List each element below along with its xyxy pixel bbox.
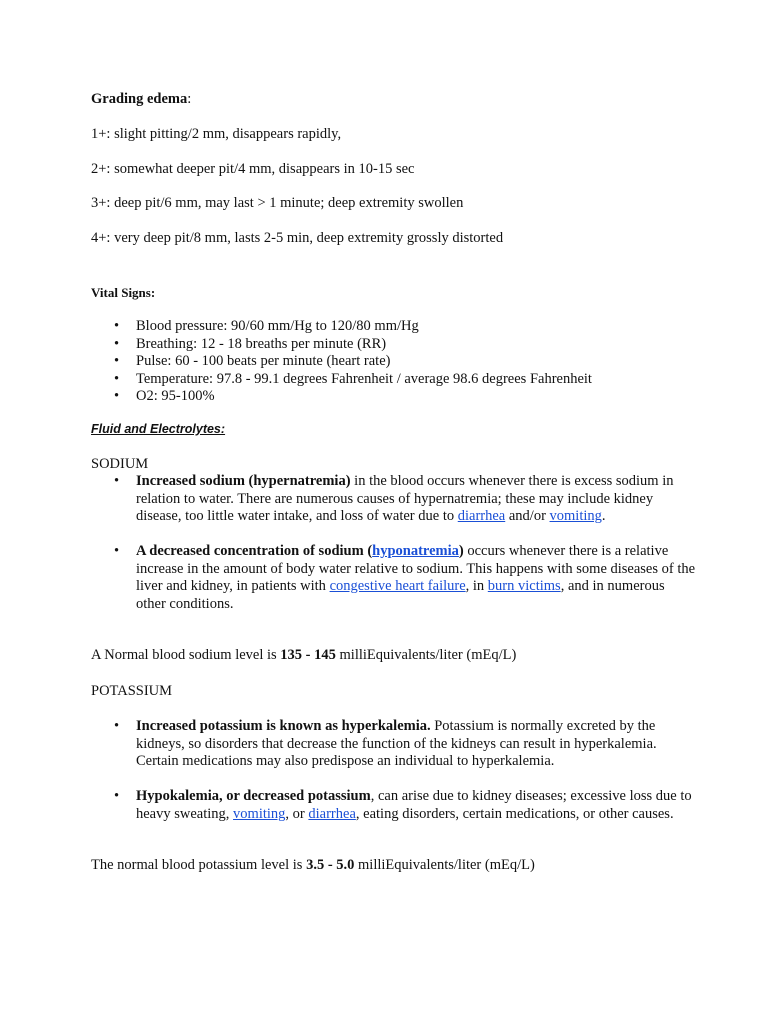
edema-grade-3: 3+: deep pit/6 mm, may last > 1 minute; deep extremity swollen (91, 195, 464, 211)
potassium-list (114, 718, 696, 823)
edema-grade-1: 1+: slight pitting/2 mm, disappears rapidly, (91, 126, 342, 142)
list-item: • Temperature: 97.8 - 99.1 degrees Fahrenheit / average 98.6 degrees Fahrenheit (114, 370, 592, 387)
diarrhea-link[interactable]: diarrhea (457, 508, 506, 524)
bullet-glyph: • (114, 788, 120, 804)
edema-heading-line (91, 91, 191, 109)
sodium-normal-level: A Normal blood sodium level is 135 - 145 milliEquivalents/liter (mEq/L) (91, 647, 517, 663)
vomiting-link[interactable]: vomiting (549, 508, 602, 524)
hyponatremia-link[interactable]: hyponatremia (372, 543, 459, 559)
list-item: • Increased potassium is known as hyperkalemia. Potassium is normally excreted by the kidneys, so disorders that decrease the function of the kidneys can result in hyperkalemia. Certain medications may also predispose an individual to hyperkalemia. (114, 718, 657, 769)
list-item: • Blood pressure: 90/60 mm/Hg to 120/80 mm/Hg (114, 318, 419, 334)
bullet-glyph: • (114, 543, 120, 559)
congestive-heart-failure-link[interactable]: congestive heart failure (329, 578, 466, 594)
list-item: • A decreased concentration of sodium (hyponatremia) occurs whenever there is a relative increase in the amount of body water relative to sodium. This happens with some diseases of the liver and kidney, in patients with congestive heart failure, in burn victims, and in numerous other conditions. (114, 543, 696, 612)
list-item: • Breathing: 12 - 18 breaths per minute (RR) (114, 335, 387, 352)
vitals-list (114, 318, 696, 406)
list-item: • Pulse: 60 - 100 beats per minute (heart rate) (114, 353, 391, 369)
bullet-glyph: • (114, 718, 120, 734)
edema-heading: Grading edema (91, 91, 188, 107)
potassium-normal-level: The normal blood potassium level is 3.5 - 5.0 milliEquivalents/liter (mEq/L) (91, 857, 535, 873)
bullet-glyph: • (114, 388, 120, 404)
bullet-glyph: • (114, 370, 120, 387)
edema-heading-colon: : (187, 91, 192, 107)
bullet-glyph: • (114, 318, 120, 334)
vomiting-link[interactable]: vomiting (233, 805, 286, 822)
list-item: • O2: 95-100% (114, 388, 215, 404)
vitals-heading: Vital Signs: (91, 285, 156, 300)
bullet-glyph: • (114, 353, 120, 369)
list-item: • Hypokalemia, or decreased potassium, can arise due to kidney diseases; excessive loss due to heavy sweating, vomiting, or diarrhea, eating disorders, certain medications, or other causes. (114, 788, 692, 822)
sodium-list (114, 473, 696, 613)
edema-grade-4: 4+: very deep pit/8 mm, lasts 2-5 min, deep extremity grossly distorted (91, 230, 504, 246)
edema-grade-2: 2+: somewhat deeper pit/4 mm, disappears in 10-15 sec (91, 161, 415, 177)
diarrhea-link[interactable]: diarrhea (308, 805, 356, 822)
burn-victims-link[interactable]: burn victims (487, 578, 561, 594)
sodium-heading: SODIUM (91, 456, 149, 472)
list-item: • Increased sodium (hypernatremia) in the blood occurs whenever there is excess sodium in relation to water. There are numerous causes of hypernatremia; these may include kidney disease, too little water intake, and loss of water due to diarrhea and/or vomiting. (114, 473, 674, 524)
bullet-glyph: • (114, 473, 120, 489)
fluids-heading: Fluid and Electrolytes: (91, 422, 226, 436)
bullet-glyph: • (114, 335, 120, 352)
potassium-heading: POTASSIUM (91, 683, 173, 699)
